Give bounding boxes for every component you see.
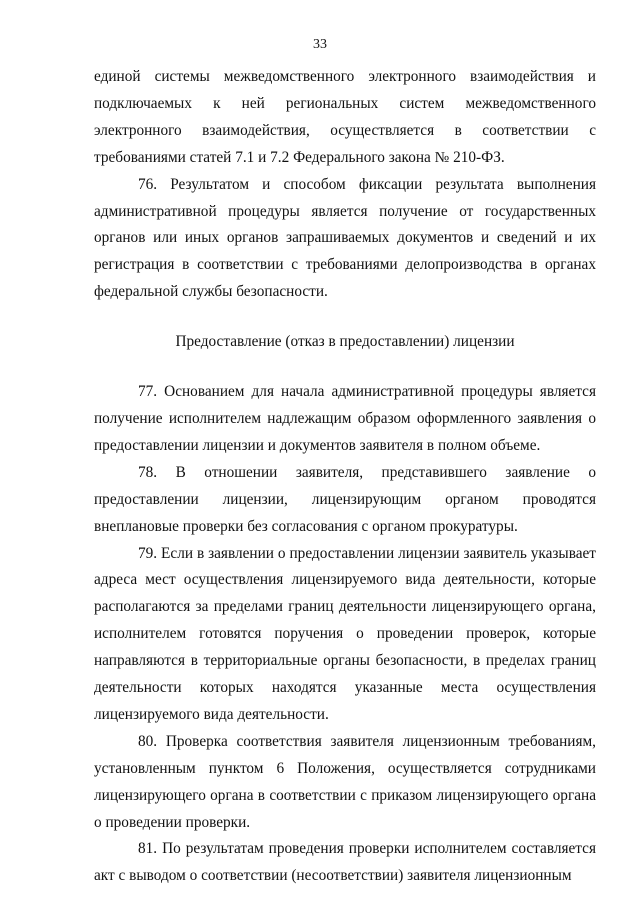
- paragraph-81: 81. По результатам проведения проверки исполнителем составляется акт с выводом о соответствии (несоответствии) заявителя лицензионным: [94, 840, 596, 885]
- paragraph-80: 80. Проверка соответствия заявителя лицензионным требованиям, установленным пунктом 6 Положения, осуществляется сотрудниками лицензирующего органа в соответствии с приказом лицензирующего органа о проведении проверки.: [94, 732, 596, 831]
- paragraph-77: 77. Основанием для начала административной процедуры является получение исполнителем надлежащим образом оформленного заявления о предоставлении лицензии и документов заявителя в полном объеме.: [94, 383, 596, 454]
- paragraph-continuation: единой системы межведомственного электронного взаимодействия и подключаемых к ней региональных систем межведомственного электронного взаимодействия, осуществляется в соответствии с требованиями статей 7.1 и 7.2 Федерального закона № 210-ФЗ.: [94, 68, 596, 166]
- section-heading: Предоставление (отказ в предоставлении) лицензии: [175, 333, 515, 351]
- page-number: 33: [313, 37, 327, 52]
- document-body: [94, 64, 596, 890]
- paragraph-76: 76. Результатом и способом фиксации результата выполнения административной процедуры является получение от государственных органов или иных органов запрашиваемых документов и сведений и их регистрация в соответствии с требованиями делопроизводства в органах федеральной службы безопасности.: [94, 175, 596, 301]
- paragraph-78: 78. В отношении заявителя, представившего заявление о предоставлении лицензии, лицензирующим органом проводятся внеплановые проверки без согласования с органом прокуратуры.: [94, 463, 596, 535]
- paragraph-79: 79. Если в заявлении о предоставлении лицензии заявитель указывает адреса мест осуществления лицензируемого вида деятельности, которые располагаются за пределами границ деятельности лицензирующего органа, исполнителем готовятся поручения о проведении проверок, которые направляются в территориальные органы безопасности, в пределах границ деятельности которых находятся указанные места осуществления лицензируемого вида деятельности.: [94, 544, 596, 723]
